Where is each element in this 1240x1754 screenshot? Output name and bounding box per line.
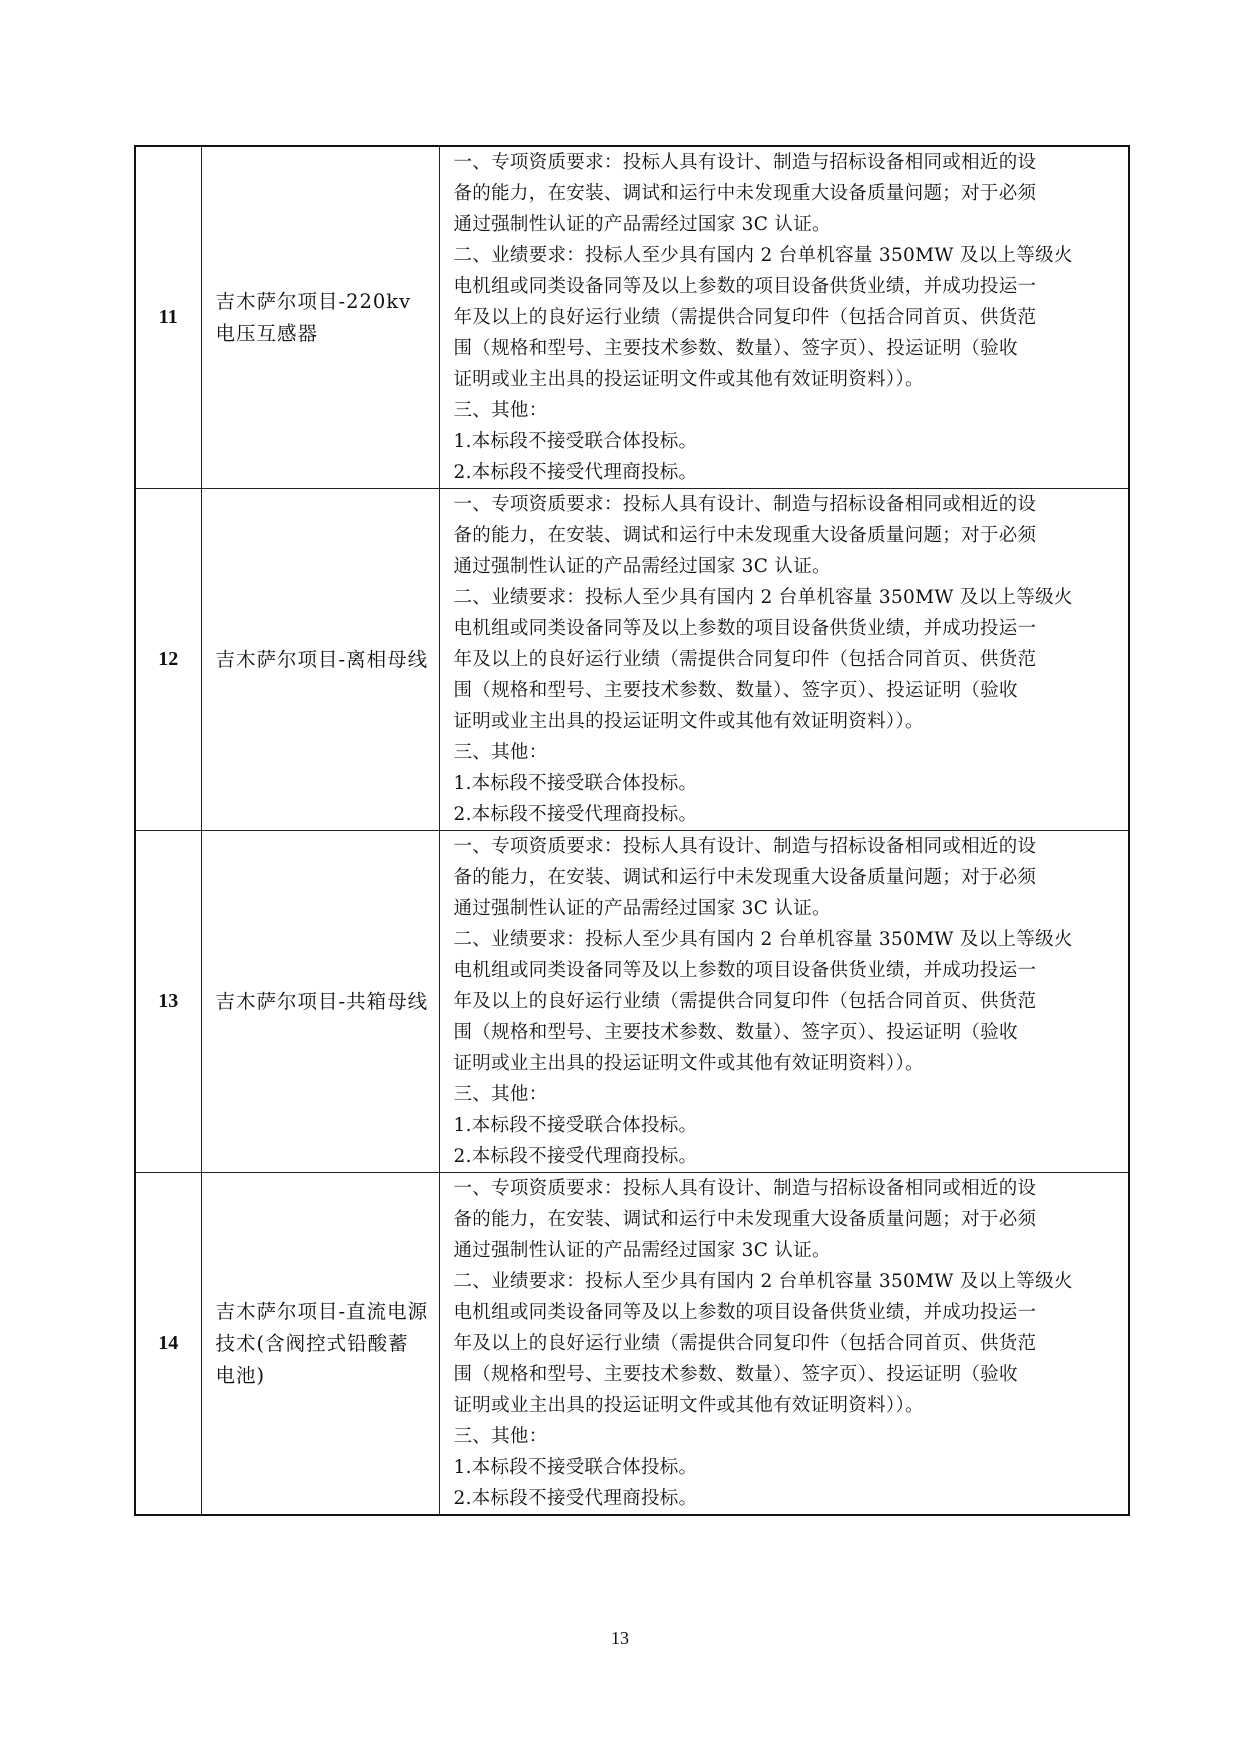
- requirement-line: 围（规格和型号、主要技术参数、数量）、签字页）、投运证明（验收: [453, 680, 1018, 701]
- table-row: [135, 1173, 1129, 1516]
- requirement-line: 二、业绩要求：投标人至少具有国内 2 台单机容量 350MW 及以上等级火: [453, 587, 1073, 608]
- requirement-line: 1.本标段不接受联合体投标。: [453, 431, 698, 452]
- requirement-line: 电机组或同类设备同等及以上参数的项目设备供货业绩，并成功投运一: [453, 960, 1037, 981]
- requirement-line: 2.本标段不接受代理商投标。: [453, 1488, 698, 1509]
- requirement-line: 证明或业主出具的投运证明文件或其他有效证明资料））。: [453, 1395, 924, 1416]
- requirement-line: 年及以上的良好运行业绩（需提供合同复印件（包括合同首页、供货范: [453, 1333, 1037, 1354]
- requirement-line: 备的能力，在安装、调试和运行中未发现重大设备质量问题；对于必须: [453, 525, 1037, 546]
- requirement-line: 二、业绩要求：投标人至少具有国内 2 台单机容量 350MW 及以上等级火: [453, 245, 1073, 266]
- requirement-line: 二、业绩要求：投标人至少具有国内 2 台单机容量 350MW 及以上等级火: [453, 929, 1073, 950]
- requirement-line: 2.本标段不接受代理商投标。: [453, 1146, 698, 1167]
- requirement-line: 备的能力，在安装、调试和运行中未发现重大设备质量问题；对于必须: [453, 183, 1037, 204]
- requirements-cell: [439, 146, 1129, 489]
- requirement-line: 二、业绩要求：投标人至少具有国内 2 台单机容量 350MW 及以上等级火: [453, 1271, 1073, 1292]
- requirements-cell: [439, 1173, 1129, 1516]
- row-number: 12: [135, 489, 201, 831]
- row-number: 11: [135, 146, 201, 489]
- requirement-line: 电机组或同类设备同等及以上参数的项目设备供货业绩，并成功投运一: [453, 276, 1037, 297]
- page-number: 13: [611, 1628, 629, 1648]
- requirement-line: 1.本标段不接受联合体投标。: [453, 773, 698, 794]
- requirement-line: 围（规格和型号、主要技术参数、数量）、签字页）、投运证明（验收: [453, 1364, 1018, 1385]
- requirement-line: 通过强制性认证的产品需经过国家 3C 认证。: [453, 898, 831, 919]
- requirement-line: 电机组或同类设备同等及以上参数的项目设备供货业绩，并成功投运一: [453, 618, 1037, 639]
- requirement-line: 1.本标段不接受联合体投标。: [453, 1457, 698, 1478]
- requirement-line: 电机组或同类设备同等及以上参数的项目设备供货业绩，并成功投运一: [453, 1302, 1037, 1323]
- requirement-line: 2.本标段不接受代理商投标。: [453, 804, 698, 825]
- requirement-line: 一、专项资质要求：投标人具有设计、制造与招标设备相同或相近的设: [453, 836, 1037, 857]
- requirement-line: 三、其他：: [453, 1084, 548, 1105]
- requirements-cell: [439, 831, 1129, 1173]
- requirement-line: 三、其他：: [453, 400, 548, 421]
- requirement-line: 围（规格和型号、主要技术参数、数量）、签字页）、投运证明（验收: [453, 338, 1018, 359]
- requirement-line: 一、专项资质要求：投标人具有设计、制造与招标设备相同或相近的设: [453, 1178, 1037, 1199]
- requirement-line: 一、专项资质要求：投标人具有设计、制造与招标设备相同或相近的设: [453, 152, 1037, 173]
- table-row: [135, 146, 1129, 489]
- requirement-line: 通过强制性认证的产品需经过国家 3C 认证。: [453, 214, 831, 235]
- table-row: [135, 489, 1129, 831]
- requirements-table: [134, 145, 1130, 1516]
- package-name: 吉木萨尔项目-220kv电压互感器: [201, 146, 439, 489]
- requirements-cell: [439, 489, 1129, 831]
- requirement-line: 证明或业主出具的投运证明文件或其他有效证明资料））。: [453, 369, 924, 390]
- requirement-line: 备的能力，在安装、调试和运行中未发现重大设备质量问题；对于必须: [453, 867, 1037, 888]
- requirement-line: 2.本标段不接受代理商投标。: [453, 462, 698, 483]
- requirement-line: 年及以上的良好运行业绩（需提供合同复印件（包括合同首页、供货范: [453, 307, 1037, 328]
- table-row: [135, 831, 1129, 1173]
- requirement-line: 通过强制性认证的产品需经过国家 3C 认证。: [453, 1240, 831, 1261]
- row-number: 14: [135, 1173, 201, 1516]
- requirement-line: 备的能力，在安装、调试和运行中未发现重大设备质量问题；对于必须: [453, 1209, 1037, 1230]
- requirement-line: 年及以上的良好运行业绩（需提供合同复印件（包括合同首页、供货范: [453, 649, 1037, 670]
- requirement-line: 三、其他：: [453, 1426, 548, 1447]
- requirements-table-body: [135, 146, 1129, 1515]
- requirement-line: 三、其他：: [453, 742, 548, 763]
- row-number: 13: [135, 831, 201, 1173]
- package-name: 吉木萨尔项目-离相母线: [201, 489, 439, 831]
- requirement-line: 一、专项资质要求：投标人具有设计、制造与招标设备相同或相近的设: [453, 494, 1037, 515]
- requirement-line: 证明或业主出具的投运证明文件或其他有效证明资料））。: [453, 1053, 924, 1074]
- requirement-line: 证明或业主出具的投运证明文件或其他有效证明资料））。: [453, 711, 924, 732]
- package-name: 吉木萨尔项目-共箱母线: [201, 831, 439, 1173]
- requirement-line: 围（规格和型号、主要技术参数、数量）、签字页）、投运证明（验收: [453, 1022, 1018, 1043]
- package-name: 吉木萨尔项目-直流电源技术(含阀控式铅酸蓄电池): [201, 1173, 439, 1516]
- requirement-line: 年及以上的良好运行业绩（需提供合同复印件（包括合同首页、供货范: [453, 991, 1037, 1012]
- requirement-line: 1.本标段不接受联合体投标。: [453, 1115, 698, 1136]
- requirement-line: 通过强制性认证的产品需经过国家 3C 认证。: [453, 556, 831, 577]
